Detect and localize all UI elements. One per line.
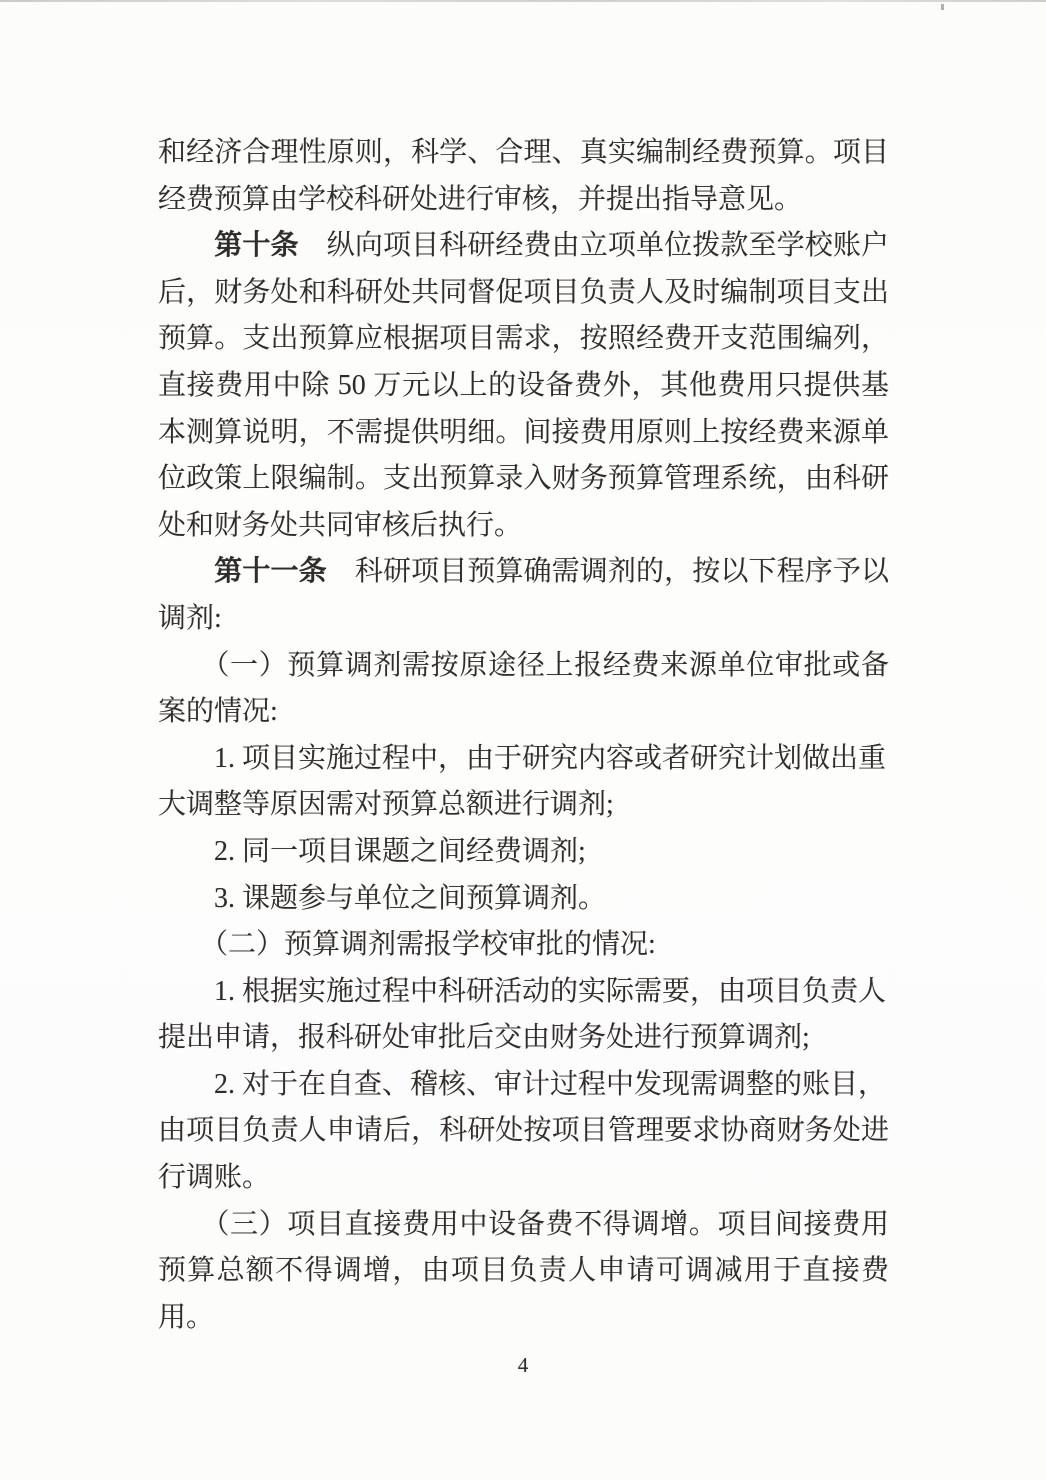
text-segment: 提出申请，报科研处审批后交由财务处进行预算调剂; (158, 1022, 810, 1054)
text-segment: 用。 (158, 1301, 215, 1333)
text-line (158, 549, 889, 596)
text-line (158, 736, 889, 783)
text-line (158, 596, 889, 643)
text-segment: 科研项目预算确需调剂的，按以下程序予以 (326, 556, 889, 588)
text-segment: 调剂: (158, 602, 222, 634)
scan-speck (941, 4, 944, 10)
text-segment: 大调整等原因需对预算总额进行调剂; (158, 789, 614, 821)
article-number: 第十条 (214, 230, 299, 262)
text-segment: 本测算说明，不需提供明细。间接费用原则上按经费来源单 (158, 416, 889, 448)
text-segment: 处和财务处共同审核后执行。 (158, 509, 523, 541)
text-segment: 2. 同一项目课题之间经费调剂; (158, 835, 586, 867)
text-line (158, 1108, 889, 1155)
text-segment: （一）预算调剂需按原途径上报经费来源单位审批或备 (158, 649, 889, 681)
text-line (158, 1015, 889, 1062)
text-segment: 和经济合理性原则，科学、合理、真实编制经费预算。项目 (158, 137, 889, 168)
article-number: 第十一条 (214, 556, 327, 588)
text-segment: 2. 对于在自查、稽核、审计过程中发现需调整的账目， (158, 1068, 887, 1100)
text-line (158, 969, 889, 1016)
text-line (158, 1062, 889, 1109)
text-line (158, 410, 889, 457)
text-segment: （三）项目直接费用中设备费不得调增。项目间接费用 (158, 1208, 889, 1240)
text-line (158, 223, 889, 270)
scan-edge-artifact (0, 0, 1046, 2)
text-line (158, 456, 889, 503)
text-line (158, 130, 889, 177)
text-line (158, 1295, 889, 1342)
text-line (158, 503, 889, 550)
text-line (158, 1248, 889, 1295)
text-line (158, 363, 889, 410)
text-line (158, 1202, 889, 1249)
text-line (158, 876, 889, 923)
text-segment: 案的情况: (158, 696, 278, 728)
text-segment: 行调账。 (158, 1162, 271, 1194)
text-line (158, 177, 889, 224)
text-segment: 纵向项目科研经费由立项单位拨款至学校账户 (298, 230, 889, 262)
text-segment: 预算总额不得调增，由项目负责人申请可调减用于直接费 (158, 1255, 889, 1287)
text-segment: 1. 项目实施过程中，由于研究内容或者研究计划做出重 (158, 742, 887, 774)
page-number: 4 (517, 1353, 529, 1377)
text-segment (158, 556, 214, 587)
text-segment: 直接费用中除 50 万元以上的设备费外，其他费用只提供基 (158, 369, 889, 401)
text-segment: 由项目负责人申请后，科研处按项目管理要求协商财务处进 (158, 1115, 889, 1147)
text-segment: 预算。支出预算应根据项目需求，按照经费开支范围编列， (158, 323, 889, 355)
text-segment: 1. 根据实施过程中科研活动的实际需要，由项目负责人 (158, 975, 887, 1007)
text-segment: 经费预算由学校科研处进行审核，并提出指导意见。 (158, 183, 803, 215)
text-line (158, 270, 889, 317)
text-segment (158, 230, 214, 261)
document-body (158, 130, 889, 1341)
text-segment: 位政策上限编制。支出预算录入财务预算管理系统，由科研 (158, 463, 889, 495)
text-segment: 3. 课题参与单位之间预算调剂。 (158, 882, 607, 914)
text-line (158, 829, 889, 876)
text-line (158, 922, 889, 969)
text-segment: 后，财务处和科研处共同督促项目负责人及时编制项目支出 (158, 276, 889, 308)
text-line (158, 689, 889, 736)
text-line (158, 1155, 889, 1202)
text-line (158, 782, 889, 829)
text-line (158, 316, 889, 363)
text-segment: （二）预算调剂需报学校审批的情况: (158, 929, 656, 961)
text-line (158, 643, 889, 690)
